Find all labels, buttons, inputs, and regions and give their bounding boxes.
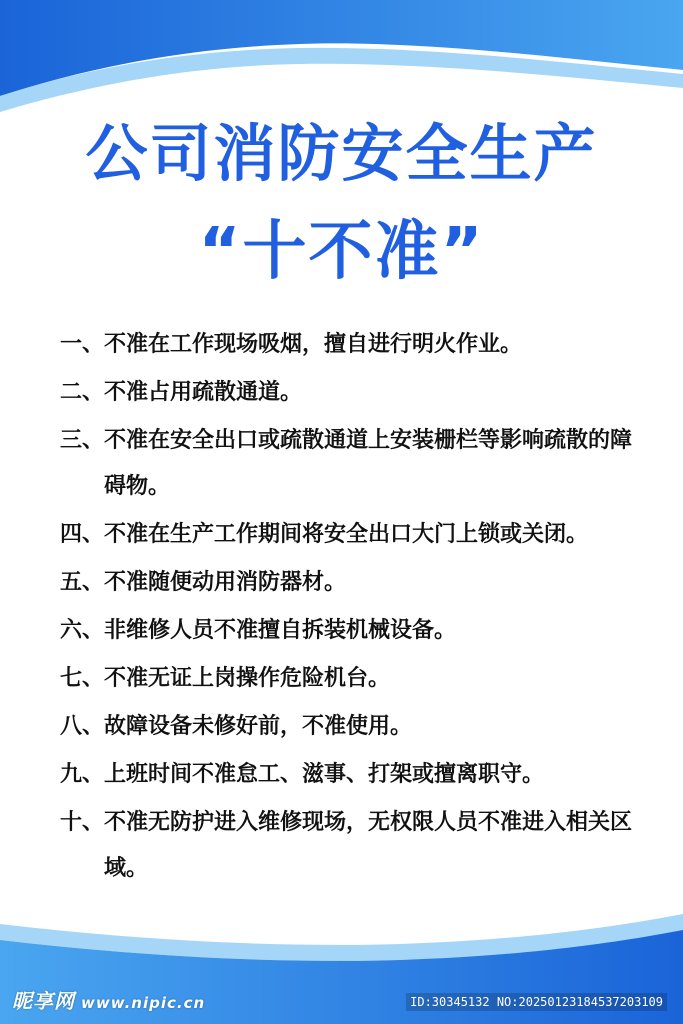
rule-number: 三、 bbox=[60, 428, 105, 453]
poster-subtitle: “十不准” bbox=[198, 215, 485, 289]
rule-text: 不准占用疏散通道。 bbox=[104, 380, 303, 405]
rule-number: 一、 bbox=[60, 332, 105, 357]
poster-title: 公司消防安全生产 bbox=[85, 117, 598, 190]
rule-item bbox=[60, 322, 650, 368]
rule-text: 不准随便动用消防器材。 bbox=[104, 570, 347, 595]
rule-item bbox=[60, 608, 650, 654]
watermark-bar bbox=[0, 980, 683, 1024]
watermark-logo bbox=[12, 985, 205, 1014]
rule-number: 五、 bbox=[60, 570, 105, 595]
watermark-logo-text: 昵享网 bbox=[12, 989, 75, 1013]
rule-text: 不准无证上岗操作危险机台。 bbox=[104, 666, 391, 691]
rule-number: 六、 bbox=[60, 618, 105, 643]
rule-item bbox=[60, 370, 650, 416]
rule-number: 十、 bbox=[60, 810, 105, 835]
watermark-id: ID:30345132 NO:20250123184537203109 bbox=[406, 993, 667, 1011]
rule-item bbox=[60, 704, 650, 750]
rule-number: 七、 bbox=[60, 666, 105, 691]
rule-text: 不准无防护进入维修现场，无权限人员不准进入相关区域。 bbox=[104, 810, 633, 881]
rule-text: 不准在工作现场吸烟，擅自进行明火作业。 bbox=[104, 332, 523, 357]
rule-number: 四、 bbox=[60, 522, 105, 547]
rule-item bbox=[60, 752, 650, 798]
top-wave-decoration bbox=[0, 0, 683, 120]
rule-item bbox=[60, 800, 650, 892]
rules-list bbox=[60, 322, 650, 894]
rule-text: 不准在安全出口或疏散通道上安装栅栏等影响疏散的障碍物。 bbox=[104, 428, 633, 499]
rule-number: 八、 bbox=[60, 714, 105, 739]
rule-number: 二、 bbox=[60, 380, 105, 405]
rule-text: 上班时间不准怠工、滋事、打架或擅离职守。 bbox=[104, 762, 545, 787]
rule-item bbox=[60, 656, 650, 702]
rule-item bbox=[60, 512, 650, 558]
rule-text: 故障设备未修好前，不准使用。 bbox=[104, 714, 413, 739]
watermark-site: www.nipic.cn bbox=[81, 994, 206, 1012]
rule-text: 非维修人员不准擅自拆装机械设备。 bbox=[104, 618, 457, 643]
rule-item bbox=[60, 418, 650, 510]
rule-number: 九、 bbox=[60, 762, 105, 787]
rule-item bbox=[60, 560, 650, 606]
rule-text: 不准在生产工作期间将安全出口大门上锁或关闭。 bbox=[104, 522, 589, 547]
